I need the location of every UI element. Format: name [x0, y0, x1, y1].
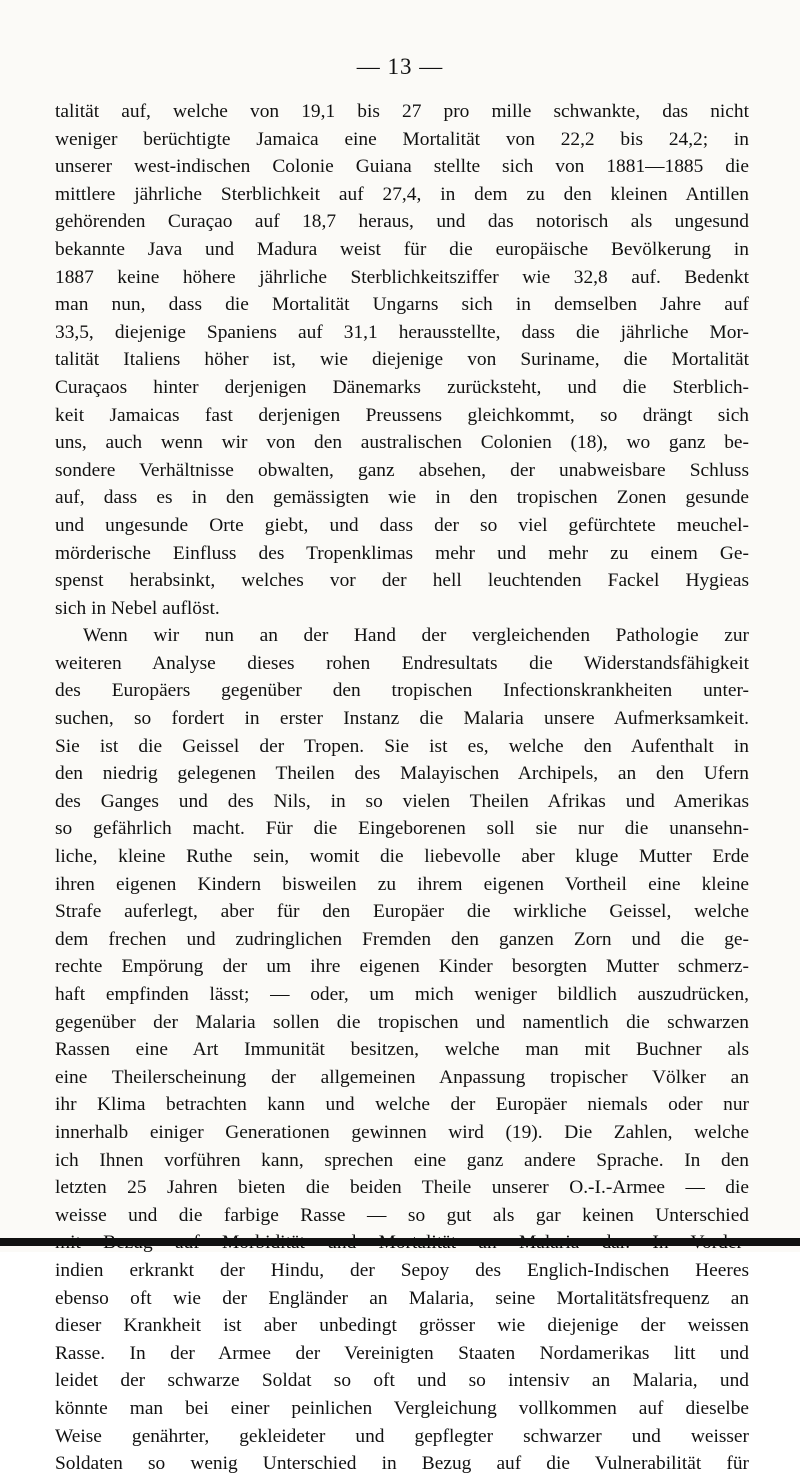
- text-line: sondere Verhältnisse obwalten, ganz absehen, der unabweisbare Schluss: [55, 459, 749, 481]
- text-line: innerhalb einiger Generationen gewinnen wird (19). Die Zahlen, welche: [55, 1121, 749, 1143]
- text-line: 33,5, diejenige Spaniens auf 31,1 herausstellte, dass die jährliche Mor-: [55, 321, 749, 343]
- text-line: weisse und die farbige Rasse — so gut als gar keinen Unterschied: [55, 1204, 749, 1226]
- text-line: keit Jamaicas fast derjenigen Preussens gleichkommt, so drängt sich: [55, 404, 749, 426]
- text-line: und ungesunde Orte giebt, und dass der so viel gefürchtete meuchel-: [55, 514, 749, 536]
- text-line: leidet der schwarze Soldat so oft und so intensiv an Malaria, und: [55, 1370, 749, 1392]
- text-line: dem frechen und zudringlichen Fremden den ganzen Zorn und die ge-: [55, 928, 749, 950]
- text-line: talität Italiens höher ist, wie diejenige von Suriname, die Mortalität: [55, 349, 749, 371]
- text-line: den niedrig gelegenen Theilen des Malayischen Archipels, an den Ufern: [55, 763, 749, 785]
- text-line: letzten 25 Jahren bieten die beiden Theile unserer O.-I.-Armee — die: [55, 1177, 749, 1199]
- text-line: des Ganges und des Nils, in so vielen Theilen Afrikas und Amerikas: [55, 790, 749, 812]
- text-line: Sie ist die Geissel der Tropen. Sie ist es, welche den Aufenthalt in: [55, 735, 749, 757]
- text-line: ebenso oft wie der Engländer an Malaria, seine Mortalitätsfrequenz an: [55, 1287, 749, 1309]
- text-line: ich Ihnen vorführen kann, sprechen eine ganz andere Sprache. In den: [55, 1149, 749, 1171]
- text-line: rechte Empörung der um ihre eigenen Kinder besorgten Mutter schmerz-: [55, 956, 749, 978]
- text-line: eine Theilerscheinung der allgemeinen Anpassung tropischer Völker an: [55, 1066, 749, 1088]
- text-line: dieser Krankheit ist aber unbedingt grösser wie diejenige der weissen: [55, 1315, 749, 1337]
- text-line: Wenn wir nun an der Hand der vergleichenden Pathologie zur: [83, 625, 749, 647]
- body-text: [55, 98, 749, 1478]
- text-line: weiteren Analyse dieses rohen Endresultats die Widerstandsfähigkeit: [55, 652, 749, 674]
- text-line: so gefährlich macht. Für die Eingeborenen soll sie nur die unansehn-: [55, 818, 749, 840]
- text-line: haft empfinden lässt; — oder, um mich weniger bildlich auszudrücken,: [55, 984, 749, 1005]
- text-line: mörderische Einfluss des Tropenklimas mehr und mehr zu einem Ge-: [55, 542, 749, 564]
- text-line: ihr Klima betrachten kann und welche der Europäer niemals oder nur: [55, 1094, 749, 1116]
- text-line: mittlere jährliche Sterblichkeit auf 27,4, in dem zu den kleinen Antillen: [55, 183, 749, 205]
- text-line: Rassen eine Art Immunität besitzen, welche man mit Buchner als: [55, 1039, 749, 1061]
- text-line: gegenüber der Malaria sollen die tropischen und namentlich die schwarzen: [55, 1011, 749, 1033]
- text-line: man nun, dass die Mortalität Ungarns sich in demselben Jahre auf: [55, 294, 749, 316]
- text-line: bekannte Java und Madura weist für die europäische Bevölkerung in: [55, 238, 749, 260]
- text-line: weniger berüchtigte Jamaica eine Mortalität von 22,2 bis 24,2; in: [55, 128, 749, 150]
- text-line: könnte man bei einer peinlichen Vergleichung vollkommen auf dieselbe: [55, 1397, 749, 1419]
- text-line: auf, dass es in den gemässigten wie in den tropischen Zonen gesunde: [55, 487, 749, 509]
- text-line: sich in Nebel auflöst.: [55, 597, 220, 619]
- bottom-edge: [0, 1238, 800, 1246]
- text-line: suchen, so fordert in erster Instanz die Malaria unsere Aufmerksamkeit.: [55, 708, 749, 730]
- text-line: unserer west-indischen Colonie Guiana stellte sich von 1881—1885 die: [55, 156, 749, 178]
- page-number: — 13 —: [356, 54, 444, 79]
- text-line: gehörenden Curaçao auf 18,7 heraus, und das notorisch als ungesund: [55, 211, 749, 233]
- text-line: liche, kleine Ruthe sein, womit die liebevolle aber kluge Mutter Erde: [55, 846, 749, 868]
- text-line: Curaçaos hinter derjenigen Dänemarks zurücksteht, und die Sterblich-: [55, 376, 749, 398]
- text-line: Strafe auferlegt, aber für den Europäer die wirkliche Geissel, welche: [55, 901, 749, 923]
- text-line: des Europäers gegenüber den tropischen Infectionskrankheiten unter-: [55, 680, 749, 702]
- text-line: Weise genährter, gekleideter und gepflegter schwarzer und weisser: [55, 1425, 749, 1447]
- text-line: ihren eigenen Kindern bisweilen zu ihrem eigenen Vortheil eine kleine: [55, 873, 749, 895]
- text-line: Rasse. In der Armee der Vereinigten Staaten Nordamerikas litt und: [55, 1342, 749, 1364]
- text-line: uns, auch wenn wir von den australischen Colonien (18), wo ganz be-: [55, 432, 749, 454]
- text-line: Soldaten so wenig Unterschied in Bezug auf die Vulnerabilität für: [55, 1453, 749, 1475]
- text-line: spenst herabsinkt, welches vor der hell leuchtenden Fackel Hygieas: [55, 570, 749, 592]
- text-line: indien erkrankt der Hindu, der Sepoy des Englich-Indischen Heeres: [55, 1259, 749, 1281]
- text-line: talität auf, welche von 19,1 bis 27 pro mille schwankte, das nicht: [55, 101, 749, 122]
- text-line: 1887 keine höhere jährliche Sterblichkeitsziffer wie 32,8 auf. Bedenkt: [55, 266, 749, 288]
